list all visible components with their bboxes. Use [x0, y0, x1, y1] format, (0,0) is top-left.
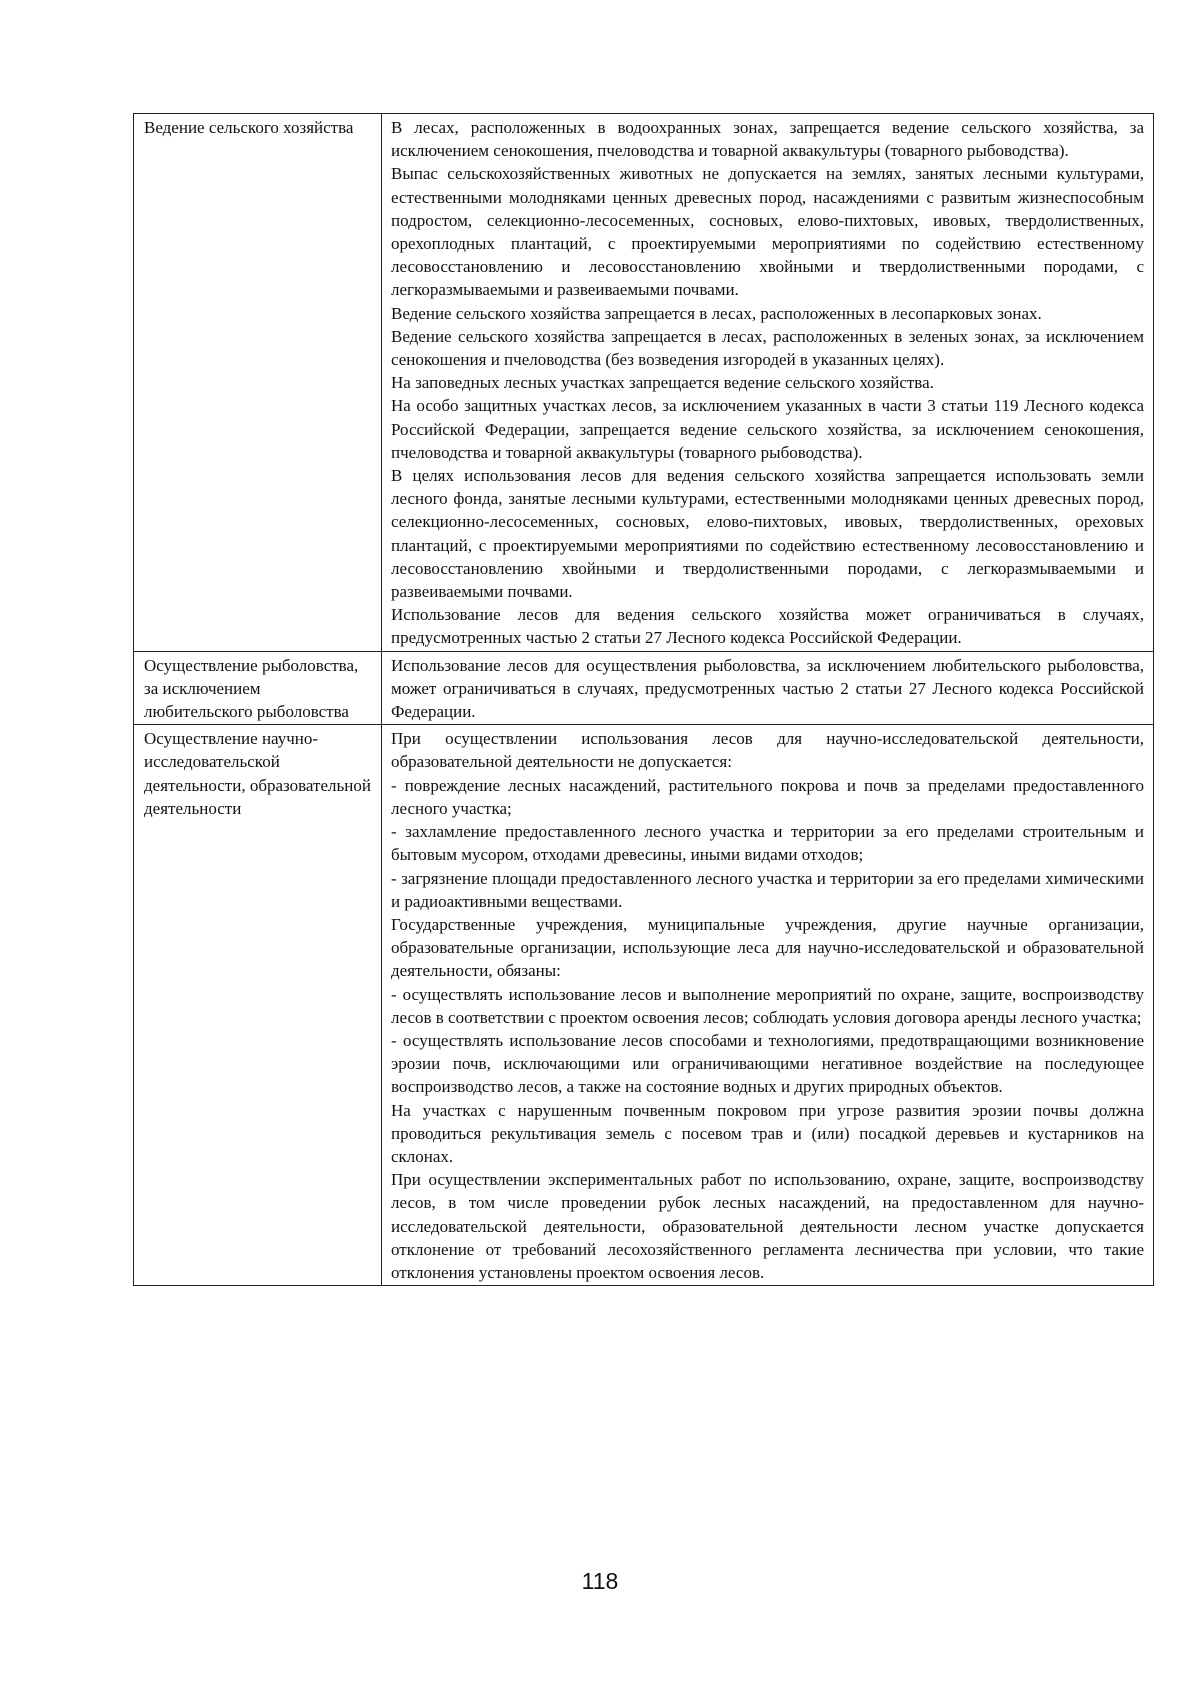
activity-label: Осуществление научно-исследовательской деятельности, образовательной деятельности: [144, 729, 371, 818]
regulation-table: [133, 113, 1154, 1286]
paragraph: На участках с нарушенным почвенным покровом при угрозе развития эрозии почвы должна проводиться рекультивация земель с посевом трав и (или) посадкой деревьев и кустарников на склонах.: [391, 1100, 1144, 1166]
paragraph: Ведение сельского хозяйства запрещается в лесах, расположенных в лесопарковых зонах.: [391, 303, 1042, 323]
table-row: [134, 725, 1154, 1286]
paragraph: Использование лесов для ведения сельского хозяйства может ограничиваться в случаях, предусмотренных частью 2 статьи 27 Лесного кодекса Российской Федерации.: [391, 605, 1144, 648]
paragraph: - повреждение лесных насаждений, растительного покрова и почв за пределами предоставленного лесного участка;: [391, 775, 1144, 818]
page-number: 118: [581, 1568, 619, 1594]
paragraph: Использование лесов для осуществления рыболовства, за исключением любительского рыболовства, может ограничиваться в случаях, предусмотренных частью 2 статьи 27 Лесного кодекса Российской Федерации.: [391, 655, 1144, 722]
activity-cell: [134, 725, 382, 1286]
paragraph: - захламление предоставленного лесного участка и территории за его пределами строительным и бытовым мусором, отходами древесины, иными видами отходов;: [391, 822, 1144, 865]
activity-cell: [134, 651, 382, 725]
activity-label: Ведение сельского хозяйства: [144, 118, 354, 137]
paragraph: Ведение сельского хозяйства запрещается в лесах, расположенных в зеленых зонах, за исключением сенокошения и пчеловодства (без возведения изгородей в указанных целях).: [391, 326, 1144, 370]
paragraph: - осуществлять использование лесов способами и технологиями, предотвращающими возникновение эрозии почв, исключающими или ограничивающими негативное воздействие на последующее воспроизводство лесов, а также на состояние водных и других природных объектов.: [391, 1030, 1144, 1097]
requirements-cell: [382, 725, 1154, 1286]
table-row: [134, 651, 1154, 725]
activity-cell: [134, 114, 382, 652]
paragraph: В целях использования лесов для ведения сельского хозяйства запрещается использовать земли лесного фонда, занятые лесными культурами, естественными молодняками ценных древесных пород, селекционно-лесосеменных, сосновых, елово-пихтовых, ивовых, твердолиственных, ореховых плантаций, с проектируемыми мероприятиями по содействию естественному лесовосстановлению и лесовосстановлению хвойными и твердолиственными породами, с легкоразмываемыми и развеиваемыми почвами.: [391, 466, 1144, 602]
paragraph: Государственные учреждения, муниципальные учреждения, другие научные организации, образовательные организации, использующие леса для научно-исследовательской и образовательной деятельности, обязаны:: [391, 914, 1144, 981]
paragraph: - осуществлять использование лесов и выполнение мероприятий по охране, защите, воспроизводству лесов в соответствии с проектом освоения лесов; соблюдать условия договора аренды лесного участка;: [391, 984, 1144, 1027]
paragraph: - загрязнение площади предоставленного лесного участка и территории за его пределами химическими и радиоактивными веществами.: [391, 868, 1144, 911]
paragraph: На заповедных лесных участках запрещается ведение сельского хозяйства.: [391, 373, 934, 393]
paragraph: Выпас сельскохозяйственных животных не допускается на землях, занятых лесными культурами, естественными молодняками ценных древесных пород, насаждениями с развитым жизнеспособным подростом, селекционно-лесосеменных, сосновых, елово-пихтовых, ивовых, твердолиственных, орехоплодных плантаций, с проектируемыми мероприятиями по содействию естественному лесовосстановлению и лесовосстановлению хвойными и твердолиственными породами, с легкоразмываемыми и развеиваемыми почвами.: [391, 164, 1144, 300]
activity-label: Осуществление рыболовства, за исключением любительского рыболовства: [144, 655, 359, 722]
paragraph: В лесах, расположенных в водоохранных зонах, запрещается ведение сельского хозяйства, за исключением сенокошения, пчеловодства и товарной аквакультуры (товарного рыбоводства).: [391, 118, 1144, 161]
paragraph: При осуществлении экспериментальных работ по использованию, охране, защите, воспроизводству лесов, в том числе проведении рубок лесных насаждений, на предоставленном для научно-исследовательской деятельности, образовательной деятельности лесном участке допускается отклонение от требований лесохозяйственного регламента лесничества при условии, что такие отклонения установлены проектом освоения лесов.: [391, 1170, 1144, 1282]
requirements-cell: [382, 651, 1154, 725]
paragraph: На особо защитных участках лесов, за исключением указанных в части 3 статьи 119 Лесного кодекса Российской Федерации, запрещается ведение сельского хозяйства, за исключением сенокошения, пчеловодства и товарной аквакультуры (товарного рыбоводства).: [391, 396, 1144, 462]
requirements-cell: [382, 114, 1154, 652]
paragraph: При осуществлении использования лесов для научно-исследовательской деятельности, образовательной деятельности не допускается:: [391, 729, 1144, 772]
table-row: [134, 114, 1154, 652]
